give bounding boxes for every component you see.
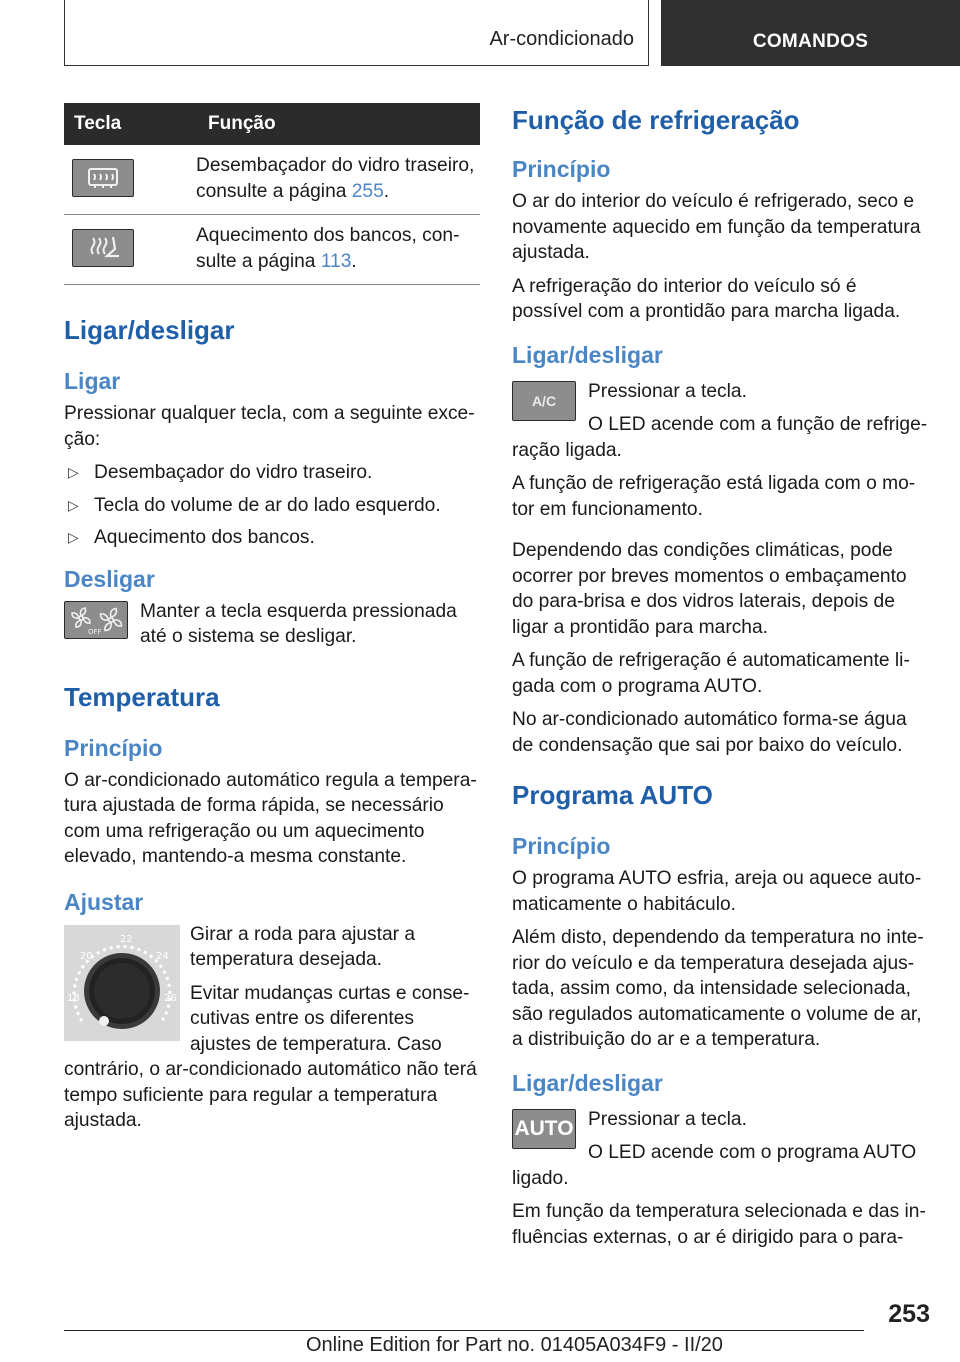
svg-text:OFF: OFF bbox=[88, 627, 102, 636]
rear-window-defrost-icon bbox=[72, 159, 134, 197]
list-item: ▷ Desembaçador do vidro traseiro. bbox=[64, 460, 480, 486]
dial-label-24: 24 bbox=[156, 950, 169, 962]
auto-text-2: Além disto, dependendo da temperatura no interior do veículo e da temperatura desejada ajustada, assim como, da intensidade selecionada, são regulados automaticamente o volume de ar, a distribuição do ar e a temperatura. bbox=[512, 927, 924, 1050]
cooling-text-1: O ar do interior do veículo é refrigerado, seco e novamente aquecido em função da temperatura ajustada. bbox=[512, 191, 921, 263]
heading-cooling-on-off: Ligar/desligar bbox=[512, 341, 663, 368]
heading-auto-program: Programa AUTO bbox=[512, 780, 713, 810]
dial-label-18: 18 bbox=[67, 992, 80, 1004]
ac-water-text: No ar-condicionado automático forma-se água de condensação que sai por baixo do veículo. bbox=[512, 709, 907, 756]
dial-label-22: 22 bbox=[120, 933, 133, 945]
table-row: Aquecimento dos bancos, consulte a página 113. bbox=[64, 215, 480, 285]
list-item: ▷ Aquecimento dos bancos. bbox=[64, 525, 480, 551]
heading-on: Ligar bbox=[64, 368, 121, 394]
cooling-text-2: A refrigeração do interior do veículo só é possível com a prontidão para marcha ligada. bbox=[512, 275, 901, 322]
auto-key-icon: AUTO bbox=[512, 1109, 576, 1149]
off-text: Manter a tecla esquerda pressionada até o sistema se desligar. bbox=[140, 600, 457, 647]
fan-off-icon bbox=[64, 601, 128, 639]
ac-press-text: Pressionar a tecla. bbox=[588, 380, 747, 402]
heading-auto-on-off: Ligar/desligar bbox=[512, 1069, 663, 1096]
heading-cooling-principle: Princípio bbox=[512, 156, 611, 182]
auto-block bbox=[512, 1107, 930, 1192]
ac-key-icon: A/C bbox=[512, 381, 576, 421]
left-column bbox=[64, 103, 480, 1142]
adjust-text-2: Evitar mudanças curtas e consecutivas entre os diferentes ajustes de temperatura. Caso contrário, o ar-condicionado automático não terá tempo suficiente para regular a temperatura ajustada. bbox=[64, 982, 477, 1131]
exception-list bbox=[64, 460, 480, 551]
section-title: Ar-condicionado bbox=[489, 28, 634, 50]
ac-led-text: O LED acende com a função de refrigeração ligada. bbox=[512, 414, 928, 461]
table-header-function: Função bbox=[186, 103, 480, 145]
temp-principle-text: O ar-condicionado automático regula a temperatura ajustada de forma rápida, se necessário com uma refrigeração ou um aquecimento elevado, mantendo-a mesma constante. bbox=[64, 769, 477, 867]
heading-temperature: Temperatura bbox=[64, 681, 220, 712]
ac-auto-text: A função de refrigeração é automaticamente ligada com o programa AUTO. bbox=[512, 650, 910, 697]
dial-label-20: 20 bbox=[80, 950, 93, 962]
key-function-table bbox=[64, 103, 480, 285]
footer-divider bbox=[64, 1330, 864, 1331]
heading-cooling-function: Função de refrigeração bbox=[512, 105, 800, 135]
row-text: Desembaçador do vidro traseiro, consulte a página bbox=[196, 155, 475, 202]
auto-press-text: Pressionar a tecla. bbox=[588, 1108, 747, 1130]
chapter-tab: COMANDOS bbox=[661, 0, 960, 66]
heading-temp-principle: Princípio bbox=[64, 734, 163, 761]
dial-label-26: 26 bbox=[164, 992, 177, 1004]
page-link[interactable]: 255 bbox=[351, 180, 384, 202]
on-text: Pressionar qualquer tecla, com a seguinte exceção: bbox=[64, 403, 475, 450]
page-link[interactable]: 113 bbox=[320, 250, 352, 272]
seat-heating-icon bbox=[72, 229, 134, 267]
heading-off: Desligar bbox=[64, 565, 155, 592]
heading-auto-principle: Princípio bbox=[512, 833, 611, 859]
adjust-block bbox=[64, 922, 480, 1142]
temperature-dial-image bbox=[64, 925, 180, 1041]
list-item: ▷ Tecla do volume de ar do lado esquerdo. bbox=[64, 493, 480, 519]
heading-adjust: Ajustar bbox=[64, 888, 144, 915]
auto-led-text: O LED acende com o programa AUTO ligado. bbox=[512, 1142, 917, 1189]
table-header-key: Tecla bbox=[64, 103, 186, 145]
page-number: 253 bbox=[888, 1300, 930, 1328]
auto-text-1: O programa AUTO esfria, areja ou aquece automaticamente o habitáculo. bbox=[512, 868, 922, 915]
ac-fog-text: Dependendo das condições climáticas, pode ocorrer por breves momentos o embaçamento do para-brisa e dos vidros laterais, depois de ligar a prontidão para marcha. bbox=[512, 540, 907, 638]
table-row: Desembaçador do vidro traseiro, consulte a página 255. bbox=[64, 145, 480, 215]
auto-last-text: Em função da temperatura selecionada e das influências externas, o ar é dirigido para o para- bbox=[512, 1201, 926, 1248]
adjust-text-1: Girar a roda para ajustar a temperatura desejada. bbox=[190, 923, 416, 970]
off-block bbox=[64, 599, 480, 658]
header-frame bbox=[64, 0, 649, 66]
footer-edition: Online Edition for Part no. 01405A034F9 - II/20 bbox=[306, 1334, 723, 1356]
ac-engine-text: A função de refrigeração está ligada com o motor em funcionamento. bbox=[512, 473, 916, 520]
heading-on-off: Ligar/desligar bbox=[64, 315, 235, 345]
ac-block bbox=[512, 379, 930, 464]
right-column bbox=[512, 103, 930, 1258]
row-text: Aquecimento dos bancos, consulte a página bbox=[196, 225, 460, 272]
